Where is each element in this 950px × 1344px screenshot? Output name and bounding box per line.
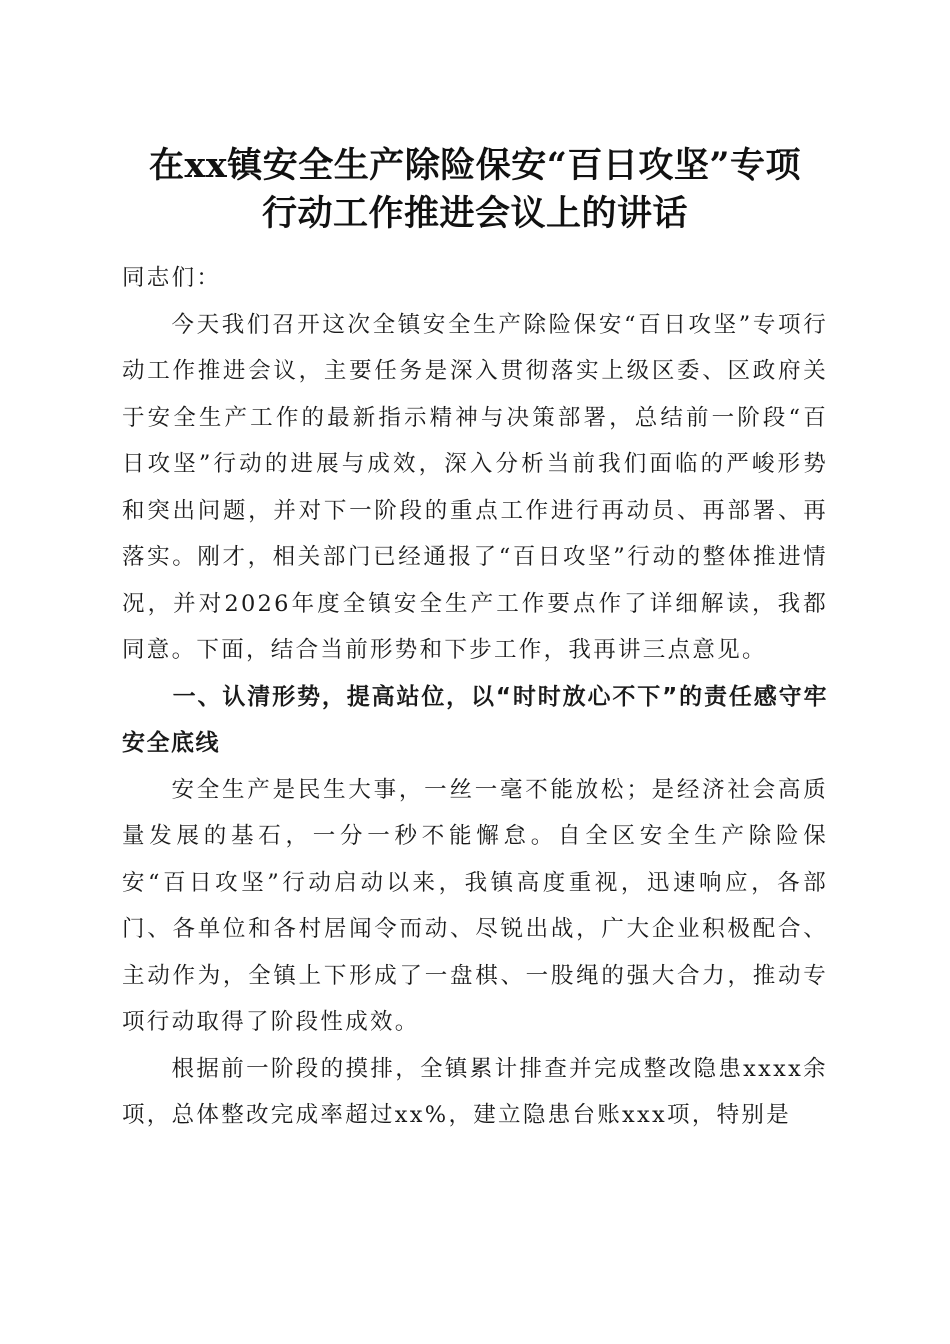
document-title-line-1: 在xx镇安全生产除险保安“百日攻坚”专项 (149, 145, 801, 186)
salutation: 同志们： (122, 265, 222, 291)
paragraph-intro: 今天我们召开这次全镇安全生产除险保安“百日攻坚”专项行动工作推进会议，主要任务是深入贯彻落实上级区委、区政府关于安全生产工作的最新指示精神与决策部署，总结前一阶段“百日攻坚”行动的进展与成效，深入分析当前我们面临的严峻形势和突出问题，并对下一阶段的重点工作进行再动员、再部署、再落实。刚才，相关部门已经通报了“百日攻坚”行动的整体推进情况，并对2026年度全镇安全生产工作要点作了详细解读，我都同意。下面，结合当前形势和下步工作，我再讲三点意见。 (122, 311, 828, 663)
section-heading-1: 一、认清形势，提高站位，以“时时放心不下”的责任感守牢安全底线 (122, 683, 828, 756)
document-title-line-2: 行动工作推进会议上的讲话 (261, 193, 688, 234)
paragraph-situation: 安全生产是民生大事，一丝一毫不能放松；是经济社会高质量发展的基石，一分一秒不能懈怠。自全区安全生产除险保安“百日攻坚”行动启动以来，我镇高度重视，迅速响应，各部门、各单位和各村居闻令而动、尽锐出战，广大企业积极配合、主动作为，全镇上下形成了一盘棋、一股绳的强大合力，推动专项行动取得了阶段性成效。 (122, 776, 828, 1035)
paragraph-statistics: 根据前一阶段的摸排，全镇累计排查并完成整改隐患xxxx余项，总体整改完成率超过xx%，建立隐患台账xxx项，特别是 (122, 1055, 828, 1128)
document-body (122, 255, 828, 1139)
